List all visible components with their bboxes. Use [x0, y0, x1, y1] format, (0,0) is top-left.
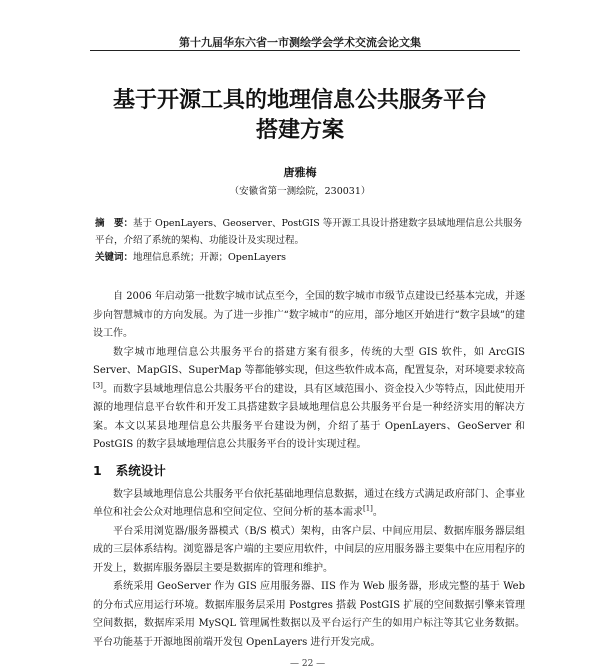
title-line-2: 搭建方案 — [255, 118, 344, 143]
body-text — [93, 288, 525, 652]
citation-ref-3[interactable]: [3] — [93, 381, 103, 390]
s1-p3-text: 系统采用 GeoServer 作为 GIS 应用服务器、IIS 作为 Web 服务器，形成完整的基于 Web 的分布式应用运行环境。数据库服务层采用 Postgres 搭载 PostGIS 扩展的空间数据引擎来管理空间数据，数据库采用 MySQL 管理属性数据以及平台运行产生的如用户标注等其它业务数据。平台功能基于开源地图前端开发包 OpenLayers 进行开发完成。 — [93, 581, 525, 648]
section1-paragraph-2 — [93, 523, 525, 579]
abstract-block — [95, 215, 525, 266]
header-rule — [90, 50, 520, 51]
abstract-label: 摘 要： — [95, 218, 134, 229]
abstract-text: 基于 OpenLayers、Geoserver、PostGIS 等开源工具设计搭建数字县域地理信息公共服务平台，介绍了系统的架构、功能设计及实现过程。 — [95, 218, 523, 246]
s1-p1-text: 数字县域地理信息公共服务平台依托基础地理信息数据，通过在线方式满足政府部门、企事业单位和社会公众对地理信息和空间定位、空间分析的基本需求 — [93, 488, 525, 518]
s1-p1-after: 。 — [372, 507, 383, 518]
intro-paragraph-1 — [93, 288, 525, 344]
title-line-1: 基于开源工具的地理信息公共服务平台 — [112, 88, 487, 113]
section-heading-1 — [93, 462, 525, 480]
intro-p2-cont: 。而数字县域地理信息公共服务平台的建设，具有区域范围小、资金投入少等特点，因此使用开源的地理信息平台软件和开发工具搭建数字县域地理信息公共服务平台是一种经济实用的解决方案。本文以某县地理信息公共服务平台建设为例，介绍了基于 OpenLayers、GeoServer 和 PostGIS 的数字县域地理信息公共服务平台的设计实现过程。 — [93, 383, 525, 450]
s1-p2-text: 平台采用浏览器/服务器模式（B/S 模式）架构，由客户层、中间应用层、数据库服务器层组成的三层体系结构。浏览器是客户端的主要应用软件，中间层的应用服务器主要集中在应用程序的开发上，数据库服务器层主要是数据库的管理和维护。 — [93, 525, 525, 574]
author: 唐雅梅 — [283, 166, 317, 179]
keywords — [95, 249, 525, 266]
page-number: — 22 — — [290, 659, 326, 669]
section-number: 1 — [93, 462, 102, 478]
paper-title — [0, 86, 600, 146]
section1-paragraph-3 — [93, 578, 525, 652]
intro-p1-text: 自 2006 年启动第一批数字城市试点至今，全国的数字城市市级节点建设已经基本完成，并逐步向智慧城市的方向发展。为了进一步推广“数字城市”的应用，部分地区开始进行“数字县域”的建设工作。 — [93, 291, 525, 339]
section-title: 系统设计 — [115, 462, 166, 478]
running-header: 第十九届华东六省一市测绘学会学术交流会论文集 — [179, 36, 421, 49]
affiliation: （安徽省第一测绘院，230031） — [229, 186, 371, 197]
intro-paragraph-2 — [93, 344, 525, 455]
abstract — [95, 215, 525, 249]
citation-ref-1[interactable]: [1] — [363, 504, 373, 513]
section1-paragraph-1 — [93, 486, 525, 523]
intro-p2-text: 数字城市地理信息公共服务平台的搭建方案有很多，传统的大型 GIS 软件，如 ArcGIS Server、MapGIS、SuperMap 等都能够实现，但这些软件成本高，配置复杂，对环境要求较高 — [93, 346, 525, 376]
keywords-label: 关键词： — [95, 252, 134, 263]
keywords-text: 地理信息系统；开源；OpenLayers — [133, 252, 287, 263]
